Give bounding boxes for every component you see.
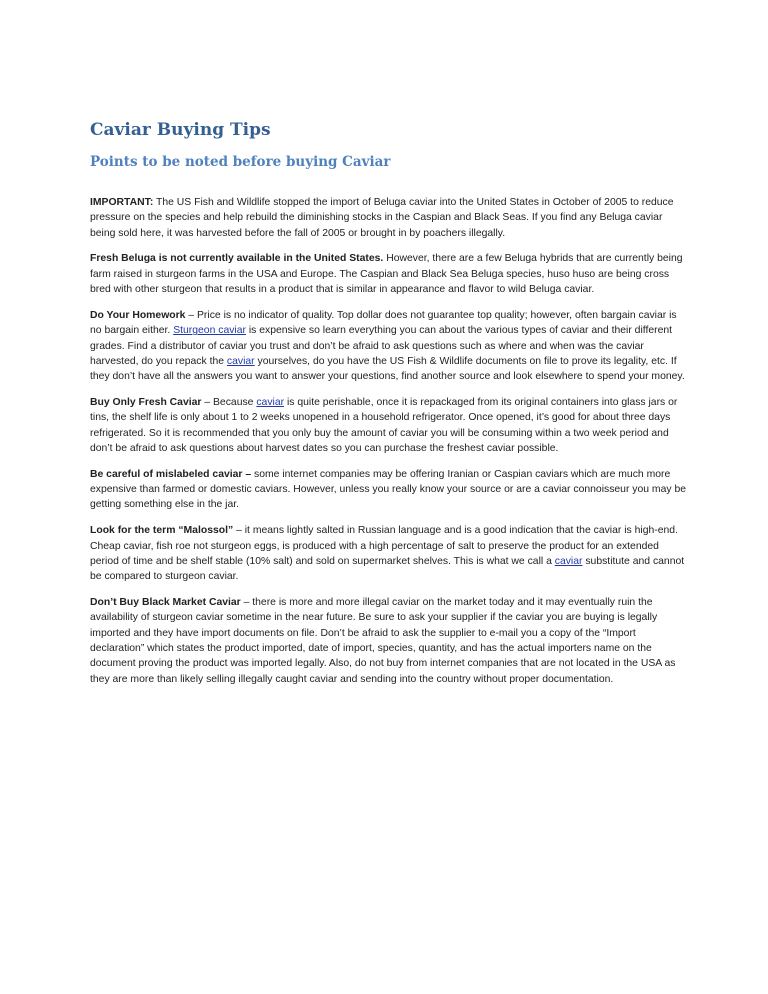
paragraph-lead: Don’t Buy Black Market Caviar (90, 597, 241, 609)
paragraph-lead: Do Your Homework (90, 309, 186, 321)
paragraph-black-market (90, 595, 690, 687)
paragraph-text: substitute and cannot be compared to sturgeon caviar. (90, 555, 685, 583)
paragraph-text: is expensive so learn everything you can about the various types of caviar and their different grades. Find a distributor of caviar you trust and don’t be afraid to ask questions such as where and when was the caviar harvested, do you repack the (90, 325, 673, 367)
caviar-link[interactable]: caviar (554, 555, 583, 567)
sturgeon-caviar-link[interactable]: Sturgeon caviar (173, 325, 246, 337)
paragraph-text: is quite perishable, once it is repackaged from its original containers into glass jars or tins, the shelf life is only about 1 to 2 weeks unopened in a household refrigerator. Once opened, it’s good for about three days refrigerated. So it is recommended that you only buy the amount of caviar you will be consuming within a two week period and don’t be afraid to ask questions about harvest dates so you can purchase the freshest caviar possible. (90, 397, 678, 454)
document-page (90, 117, 690, 697)
document-title: Caviar Buying Tips (90, 120, 271, 140)
paragraph-buy-only-fresh (90, 395, 690, 456)
paragraph-text: – there is more and more illegal caviar on the market today and it may eventually ruin the availability of sturgeon caviar sometime in the near future. Be sure to ask your supplier if the caviar you are buying is legally imported and they have import documents on file. Don’t be afraid to ask the supplier to e-mail you a copy of the “Import declaration” which states the product imported, date of import, species, quantity, and has the actual importers name on the document proving the product was imported legally. Also, do not buy from internet companies that are not located in the USA as they are more than likely selling illegally caught caviar and sending into the country without proper documentation. (90, 597, 676, 685)
paragraph-text: The US Fish and Wildlife stopped the import of Beluga caviar into the United States in October of 2005 to reduce pressure on the species and help rebuild the diminishing stocks in the Caspian and Black Seas. If you find any Beluga caviar being sold here, it was harvested before the fall of 2005 or brought in by poachers illegally. (90, 197, 674, 239)
paragraph-text: – Because (201, 397, 257, 409)
paragraph-mislabeled (90, 467, 690, 513)
paragraph-text: – it means lightly salted in Russian language and is a good indication that the caviar is high-end. Cheap caviar, fish roe not sturgeon eggs, is produced with a high percentage of salt to preserve the product for an extended period of time and be shelf stable (10% salt) and sold on supermarket shelves. This is what we call a (90, 525, 678, 567)
paragraph-text: – Price is no indicator of quality. Top dollar does not guarantee top quality; however, often bargain caviar is no bargain either. (90, 309, 677, 337)
paragraph-text: yourselves, do you have the US Fish & Wildlife documents on file to prove its legality, etc. If they don’t have all the answers you want to answer your questions, find another source and look elsewhere to spend your money. (90, 355, 685, 383)
caviar-link[interactable]: caviar (256, 397, 285, 409)
paragraph-lead: Look for the term “Malossol” (90, 525, 234, 537)
paragraph-text: some internet companies may be offering Iranian or Caspian caviars which are much more expensive than farmed or domestic caviars. However, unless you really know your source or are a caviar connoisseur you may be getting something else in the jar. (90, 468, 687, 511)
paragraph-malossol (90, 523, 690, 584)
caviar-link[interactable]: caviar (226, 355, 255, 367)
paragraph-lead: IMPORTANT: (90, 197, 154, 208)
paragraph-lead: Fresh Beluga is not currently available in the United States. (90, 253, 384, 265)
paragraph-do-your-homework (90, 308, 690, 384)
paragraph-lead: Buy Only Fresh Caviar (90, 397, 202, 409)
paragraph-important (90, 195, 690, 241)
paragraph-text: However, there are a few Beluga hybrids that are currently being farm raised in sturgeon farms in the USA and Europe. The Caspian and Black Sea Beluga species, huso huso are being cross bred with other sturgeon that results in a product that is similar in appearance and flavor to wild Beluga caviar. (90, 253, 683, 296)
paragraph-lead: Be careful of mislabeled caviar – (90, 468, 252, 480)
document-body (90, 195, 690, 687)
document-subtitle: Points to be noted before buying Caviar (90, 154, 391, 170)
paragraph-fresh-beluga (90, 251, 690, 297)
